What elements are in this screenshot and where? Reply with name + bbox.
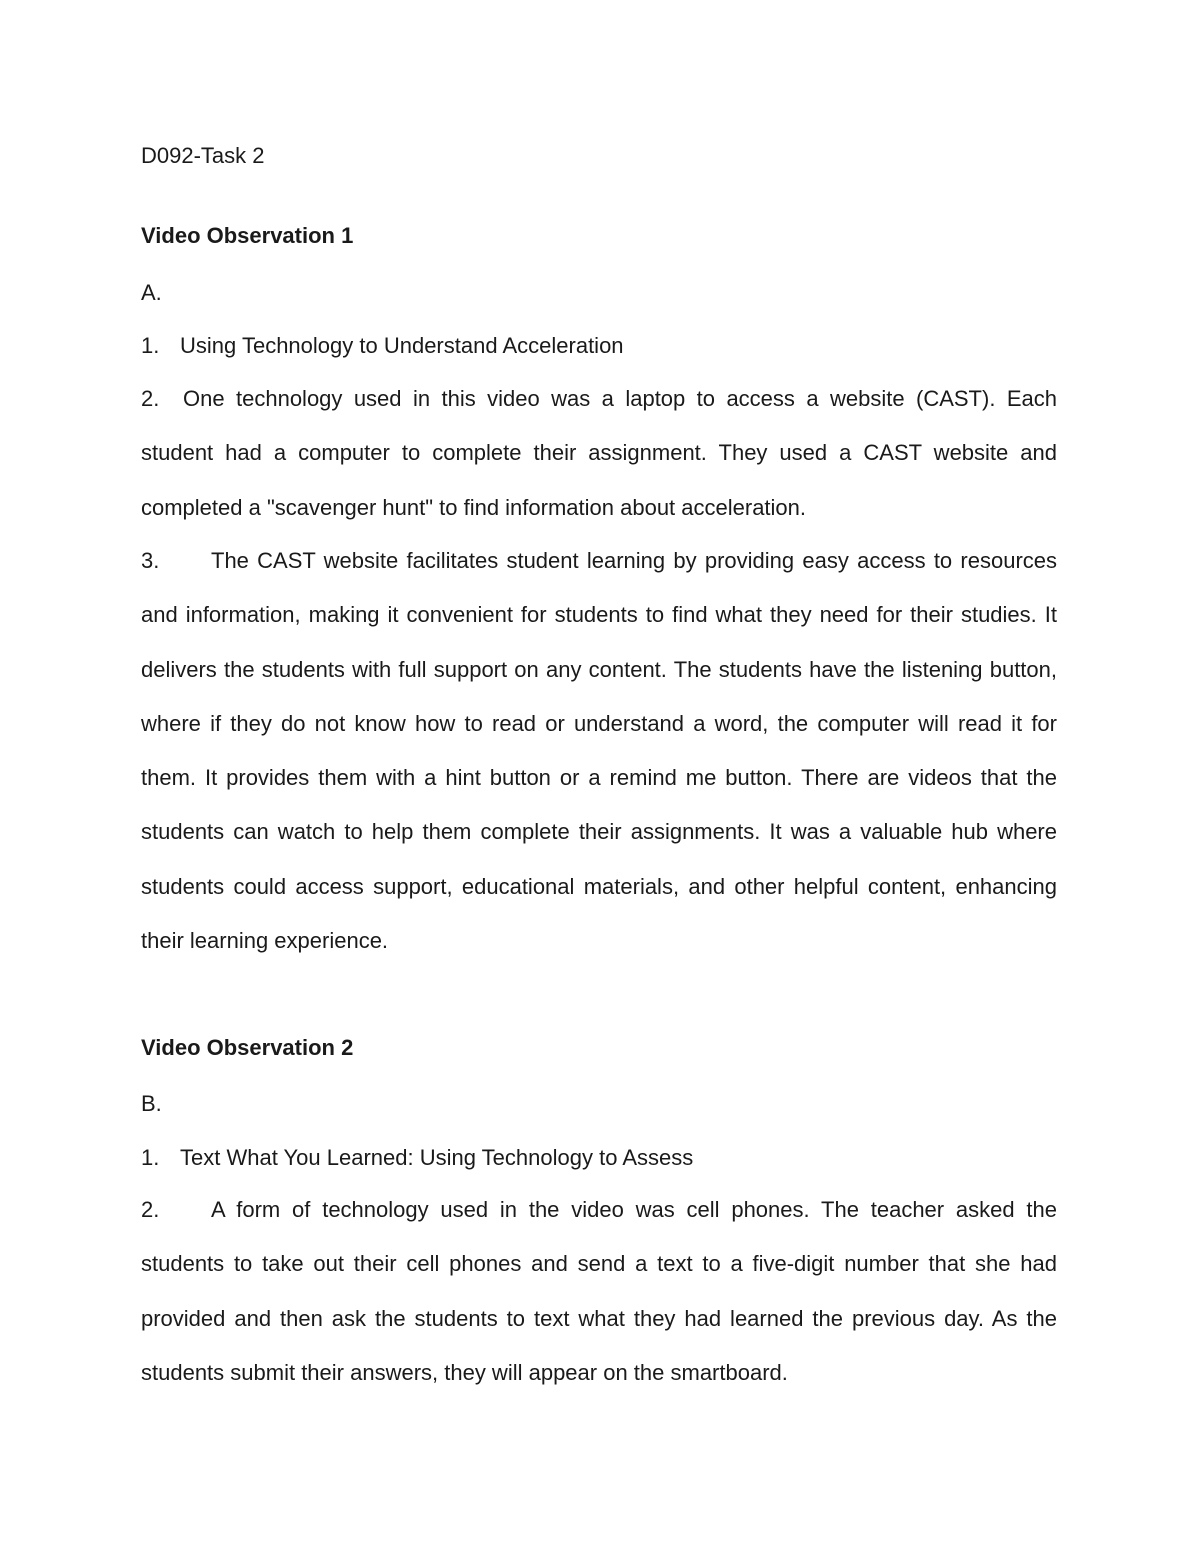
list-item-number: 1. <box>141 1145 160 1170</box>
document-title: D092-Task 2 <box>141 143 265 168</box>
section-letter-a: A. <box>141 280 162 305</box>
section-letter-b: B. <box>141 1091 162 1116</box>
section-heading-2: Video Observation 2 <box>141 1035 354 1060</box>
section-heading-1: Video Observation 1 <box>141 223 354 248</box>
list-item <box>141 1144 693 1172</box>
list-item-text: Using Technology to Understand Acceleration <box>180 333 624 358</box>
list-item-text: One technology used in this video was a laptop to access a website (CAST). Each student had a computer to complete their assignment. They used a CAST website and completed a "scavenger hunt" to find information about acceleration. <box>141 386 1057 520</box>
list-item-number: 1. <box>141 333 160 358</box>
list-item <box>141 1183 1057 1400</box>
list-item <box>141 372 1057 535</box>
list-item <box>141 332 624 360</box>
list-item-text: Text What You Learned: Using Technology to Assess <box>180 1145 694 1170</box>
list-item <box>141 534 1057 968</box>
list-item-number: 3. <box>141 548 160 573</box>
list-item-number: 2. <box>141 1197 160 1222</box>
list-item-text: The CAST website facilitates student learning by providing easy access to resources and information, making it convenient for students to find what they need for their studies. It delivers the students with full support on any content. The students have the listening button, where if they do not know how to read or understand a word, the computer will read it for them. It provides them with a hint button or a remind me button. There are videos that the students can watch to help them complete their assignments. It was a valuable hub where students could access support, educational materials, and other helpful content, enhancing their learning experience. <box>141 548 1057 954</box>
list-item-text: A form of technology used in the video was cell phones. The teacher asked the students to take out their cell phones and send a text to a five-digit number that she had provided and then ask the students to text what they had learned the previous day. As the students submit their answers, they will appear on the smartboard. <box>141 1197 1057 1385</box>
list-item-number: 2. <box>141 386 160 411</box>
